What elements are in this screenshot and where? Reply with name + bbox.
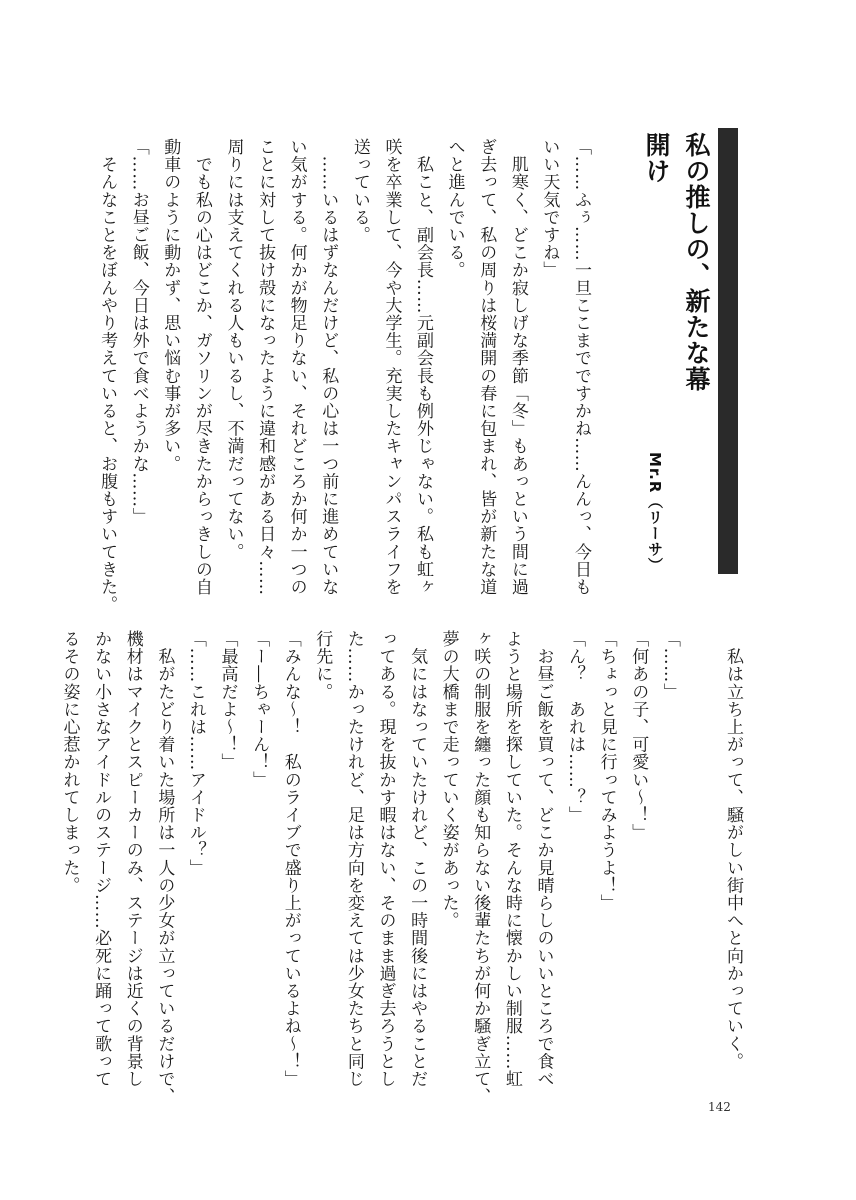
- text-block-top: [97, 138, 596, 614]
- text-line: い気がする。何かが物足りない、それどころか何か一つの: [286, 138, 307, 596]
- author-name: Mr.R（リーサ）: [646, 452, 664, 574]
- text-line: ぎ去って、私の周りは桜満開の春に包まれ、皆が新たな道: [476, 138, 497, 596]
- text-line: 行先に。: [312, 630, 333, 701]
- text-line: 動車のように動かず、思い悩む事が多い。: [160, 138, 181, 473]
- text-line: 「……これは……アイドル？」: [185, 630, 206, 877]
- text-line: ことに対して抜け殻になったように違和感がある日々……: [255, 138, 276, 596]
- text-line: ようと場所を探していた。そんな時に懐かしい制服……虹: [501, 630, 522, 1088]
- text-line: ……いるはずなんだけど、私の心は一つ前に進めていな: [318, 138, 339, 596]
- text-line: でも私の心はどこか、ガソリンが尽きたからっきしの自: [191, 138, 212, 596]
- text-line: 夢の大橋まで走っていく姿があった。: [438, 630, 459, 930]
- text-line: 私は立ち上がって、騒がしい街中へと向かっていく。: [723, 630, 743, 1070]
- text-line: 機材はマイクとスピーカーのみ、ステージは近くの背景し: [122, 630, 143, 1088]
- text-line: いい天気ですね」: [539, 138, 560, 279]
- blank-line: [685, 630, 717, 1080]
- text-line: 「ー―ちゃーん！」: [249, 630, 270, 789]
- text-line: 周りには支えてくれる人もいるし、不満だってない。: [223, 138, 244, 561]
- title-bar-decoration: [718, 128, 738, 574]
- text-line: 「……ふぅ……一旦ここまでですかね……んんっ、今日も: [571, 138, 591, 596]
- text-line: ってある。現を抜かす暇はない、そのまま過ぎ去ろうとし: [375, 630, 396, 1088]
- text-line: 「最高だよ～！」: [217, 630, 238, 771]
- text-line: 私こと、副会長……元副会長も例外じゃない。私も虹ヶ: [413, 138, 434, 596]
- page-number: 142: [708, 1100, 731, 1114]
- text-line: そんなことをぼんやり考えていると、お腹もすいてきた。: [97, 138, 118, 614]
- text-block-bottom: [59, 630, 748, 1106]
- text-line: 「何あの子、可愛い～！」: [628, 630, 649, 842]
- text-line: 気にはなっていたけれど、この一時間後にはやることだ: [407, 630, 428, 1088]
- text-line: 送っている。: [349, 138, 370, 244]
- text-line: かない小さなアイドルのステージ……必死に踊って歌って: [91, 630, 112, 1088]
- text-line: 「みんな～！ 私のライブで盛り上がっているよね～！」: [280, 630, 301, 1088]
- text-line: 咲を卒業して、今や大学生。充実したキャンパスライフを: [381, 138, 402, 596]
- text-line: るその姿に心惹かれてしまった。: [59, 630, 80, 894]
- text-line: 「ん？ あれは……？」: [565, 630, 586, 824]
- text-line: 私がたどり着いた場所は一人の少女が立っているだけで、: [154, 630, 175, 1106]
- text-line: た……かったけれど、足は方向を変えては少女たちと同じ: [343, 630, 364, 1088]
- text-line: お昼ご飯を買って、どこか見晴らしのいいところで食べ: [533, 630, 554, 1088]
- story-title: 私の推しの、新たな幕開け: [642, 132, 711, 392]
- text-line: 「ちょっと見に行ってみようよ！」: [596, 630, 617, 912]
- text-line: 「……お昼ご飯、今日は外で食べようかな……」: [128, 138, 149, 526]
- text-line: 肌寒く、どこか寂しげな季節「冬」もあっという間に過: [507, 138, 528, 596]
- text-line: ヶ咲の制服を纏った顔も知らない後輩たちが何か騒ぎ立て、: [470, 630, 491, 1106]
- text-line: 「……」: [659, 630, 680, 701]
- text-line: へと進んでいる。: [444, 138, 465, 279]
